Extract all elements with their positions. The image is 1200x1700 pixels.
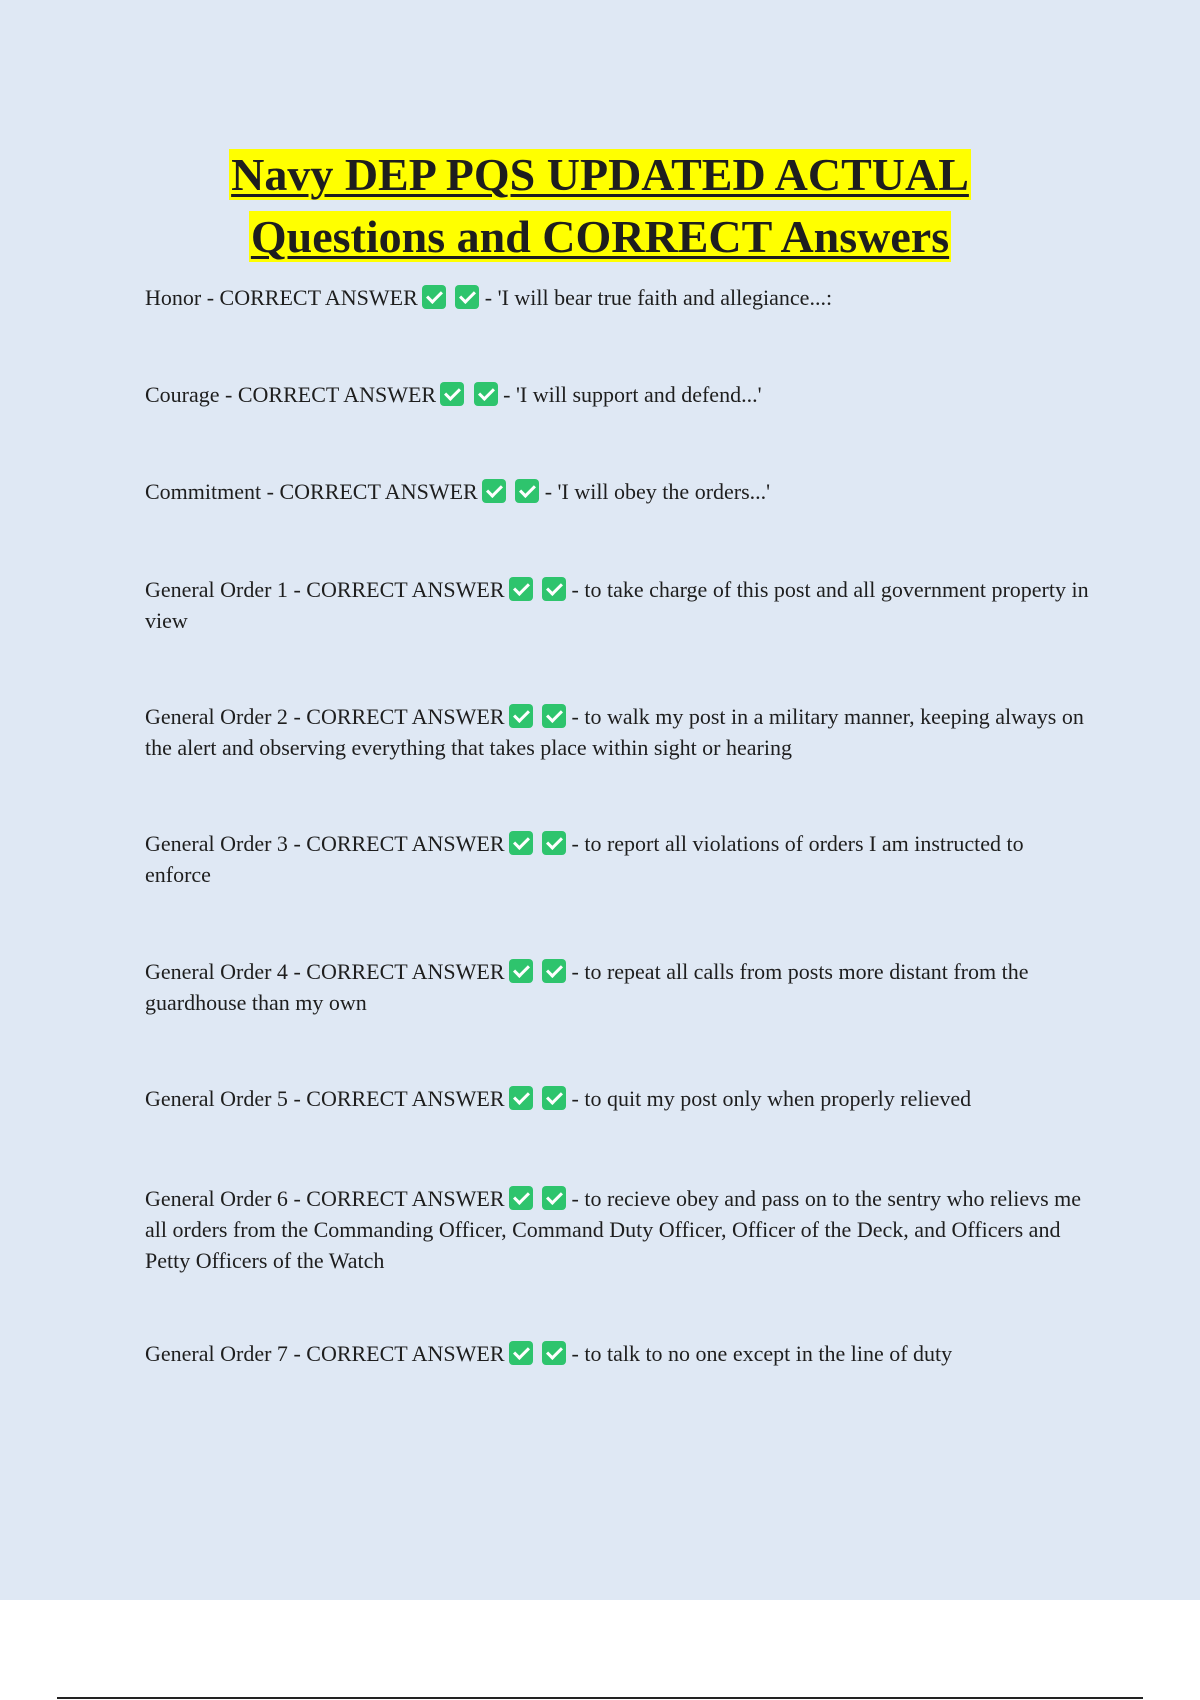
- qa-term: General Order 4: [145, 959, 288, 984]
- check-mark-button-icon: [509, 1086, 533, 1110]
- check-mark-button-icon: [515, 479, 539, 503]
- qa-entry-general-order-6: General Order 6 - CORRECT ANSWER - to recieve obey and pass on to the sentry who relievs me all orders from the Commanding Officer, Command Duty Officer, Officer of the Deck, and Officers and Petty Officers of the Watch: [145, 1186, 1082, 1273]
- qa-entry-general-order-2: General Order 2 - CORRECT ANSWER - to walk my post in a military manner, keeping always on the alert and observing everything that takes place within sight or hearing: [145, 704, 1084, 760]
- check-mark-button-icon: [542, 577, 566, 601]
- check-mark-button-icon: [542, 704, 566, 728]
- qa-answer: 'I will bear true faith and allegiance...:: [497, 285, 833, 310]
- check-mark-button-icon: [542, 1341, 566, 1365]
- check-mark-button-icon: [440, 382, 464, 406]
- qa-label: CORRECT ANSWER: [306, 1186, 505, 1211]
- qa-answer: to quit my post only when properly relieved: [584, 1086, 972, 1111]
- qa-term: General Order 2: [145, 704, 288, 729]
- qa-term: Courage: [145, 382, 220, 407]
- check-mark-button-icon: [542, 1086, 566, 1110]
- qa-entry-general-order-7: General Order 7 - CORRECT ANSWER - to talk to no one except in the line of duty: [145, 1341, 953, 1366]
- check-mark-button-icon: [482, 479, 506, 503]
- qa-term: General Order 6: [145, 1186, 288, 1211]
- check-mark-button-icon: [474, 382, 498, 406]
- qa-entry-general-order-3: General Order 3 - CORRECT ANSWER - to report all violations of orders I am instructed to enforce: [145, 831, 1024, 887]
- qa-answer: to recieve obey and pass on to the sentry who relievs me all orders from the Commanding Officer, Command Duty Officer, Officer of the Deck, and Officers and Petty Officers of the Watch: [145, 1186, 1082, 1273]
- qa-label: CORRECT ANSWER: [306, 959, 505, 984]
- qa-answer: 'I will support and defend...': [515, 382, 762, 407]
- qa-term: General Order 5: [145, 1086, 288, 1111]
- qa-entry-commitment: Commitment - CORRECT ANSWER - 'I will obey the orders...': [145, 479, 771, 504]
- bottom-divider: [57, 1697, 1143, 1699]
- title-line-2: Questions and CORRECT Answers: [250, 211, 950, 262]
- qa-answer: to take charge of this post and all government property in view: [145, 577, 1089, 633]
- qa-term: Honor: [145, 285, 202, 310]
- qa-label: CORRECT ANSWER: [306, 1341, 505, 1366]
- qa-label: CORRECT ANSWER: [279, 479, 478, 504]
- check-mark-button-icon: [542, 959, 566, 983]
- check-mark-button-icon: [455, 285, 479, 309]
- check-mark-button-icon: [509, 831, 533, 855]
- qa-term: General Order 1: [145, 577, 288, 602]
- qa-answer: to repeat all calls from posts more distant from the guardhouse than my own: [145, 959, 1029, 1015]
- check-mark-button-icon: [542, 831, 566, 855]
- qa-label: CORRECT ANSWER: [306, 1086, 505, 1111]
- qa-label: CORRECT ANSWER: [237, 382, 437, 407]
- qa-entry-general-order-5: General Order 5 - CORRECT ANSWER - to quit my post only when properly relieved: [145, 1086, 972, 1111]
- qa-answer: to talk to no one except in the line of duty: [584, 1341, 953, 1366]
- qa-label: CORRECT ANSWER: [219, 285, 418, 310]
- qa-answer: to report all violations of orders I am instructed to enforce: [145, 831, 1024, 887]
- page-title: [0, 144, 1200, 268]
- check-mark-button-icon: [509, 959, 533, 983]
- qa-term: General Order 7: [145, 1341, 288, 1366]
- check-mark-button-icon: [542, 1186, 566, 1210]
- check-mark-button-icon: [509, 1341, 533, 1365]
- qa-label: CORRECT ANSWER: [306, 831, 505, 856]
- qa-answer: to walk my post in a military manner, keeping always on the alert and observing everything that takes place within sight or hearing: [145, 704, 1084, 760]
- qa-entry-general-order-1: General Order 1 - CORRECT ANSWER - to take charge of this post and all government property in view: [145, 577, 1089, 633]
- qa-term: Commitment: [145, 479, 262, 504]
- check-mark-button-icon: [422, 285, 446, 309]
- qa-answer: 'I will obey the orders...': [557, 479, 771, 504]
- qa-label: CORRECT ANSWER: [306, 577, 505, 602]
- qa-entry-general-order-4: General Order 4 - CORRECT ANSWER - to repeat all calls from posts more distant from the guardhouse than my own: [145, 959, 1029, 1015]
- qa-term: General Order 3: [145, 831, 288, 856]
- title-line-1: Navy DEP PQS UPDATED ACTUAL: [231, 149, 969, 200]
- qa-label: CORRECT ANSWER: [306, 704, 505, 729]
- qa-entry-courage: Courage - CORRECT ANSWER - 'I will support and defend...': [145, 382, 762, 407]
- check-mark-button-icon: [509, 704, 533, 728]
- qa-entry-honor: Honor - CORRECT ANSWER - 'I will bear true faith and allegiance...:: [145, 285, 833, 310]
- check-mark-button-icon: [509, 577, 533, 601]
- check-mark-button-icon: [509, 1186, 533, 1210]
